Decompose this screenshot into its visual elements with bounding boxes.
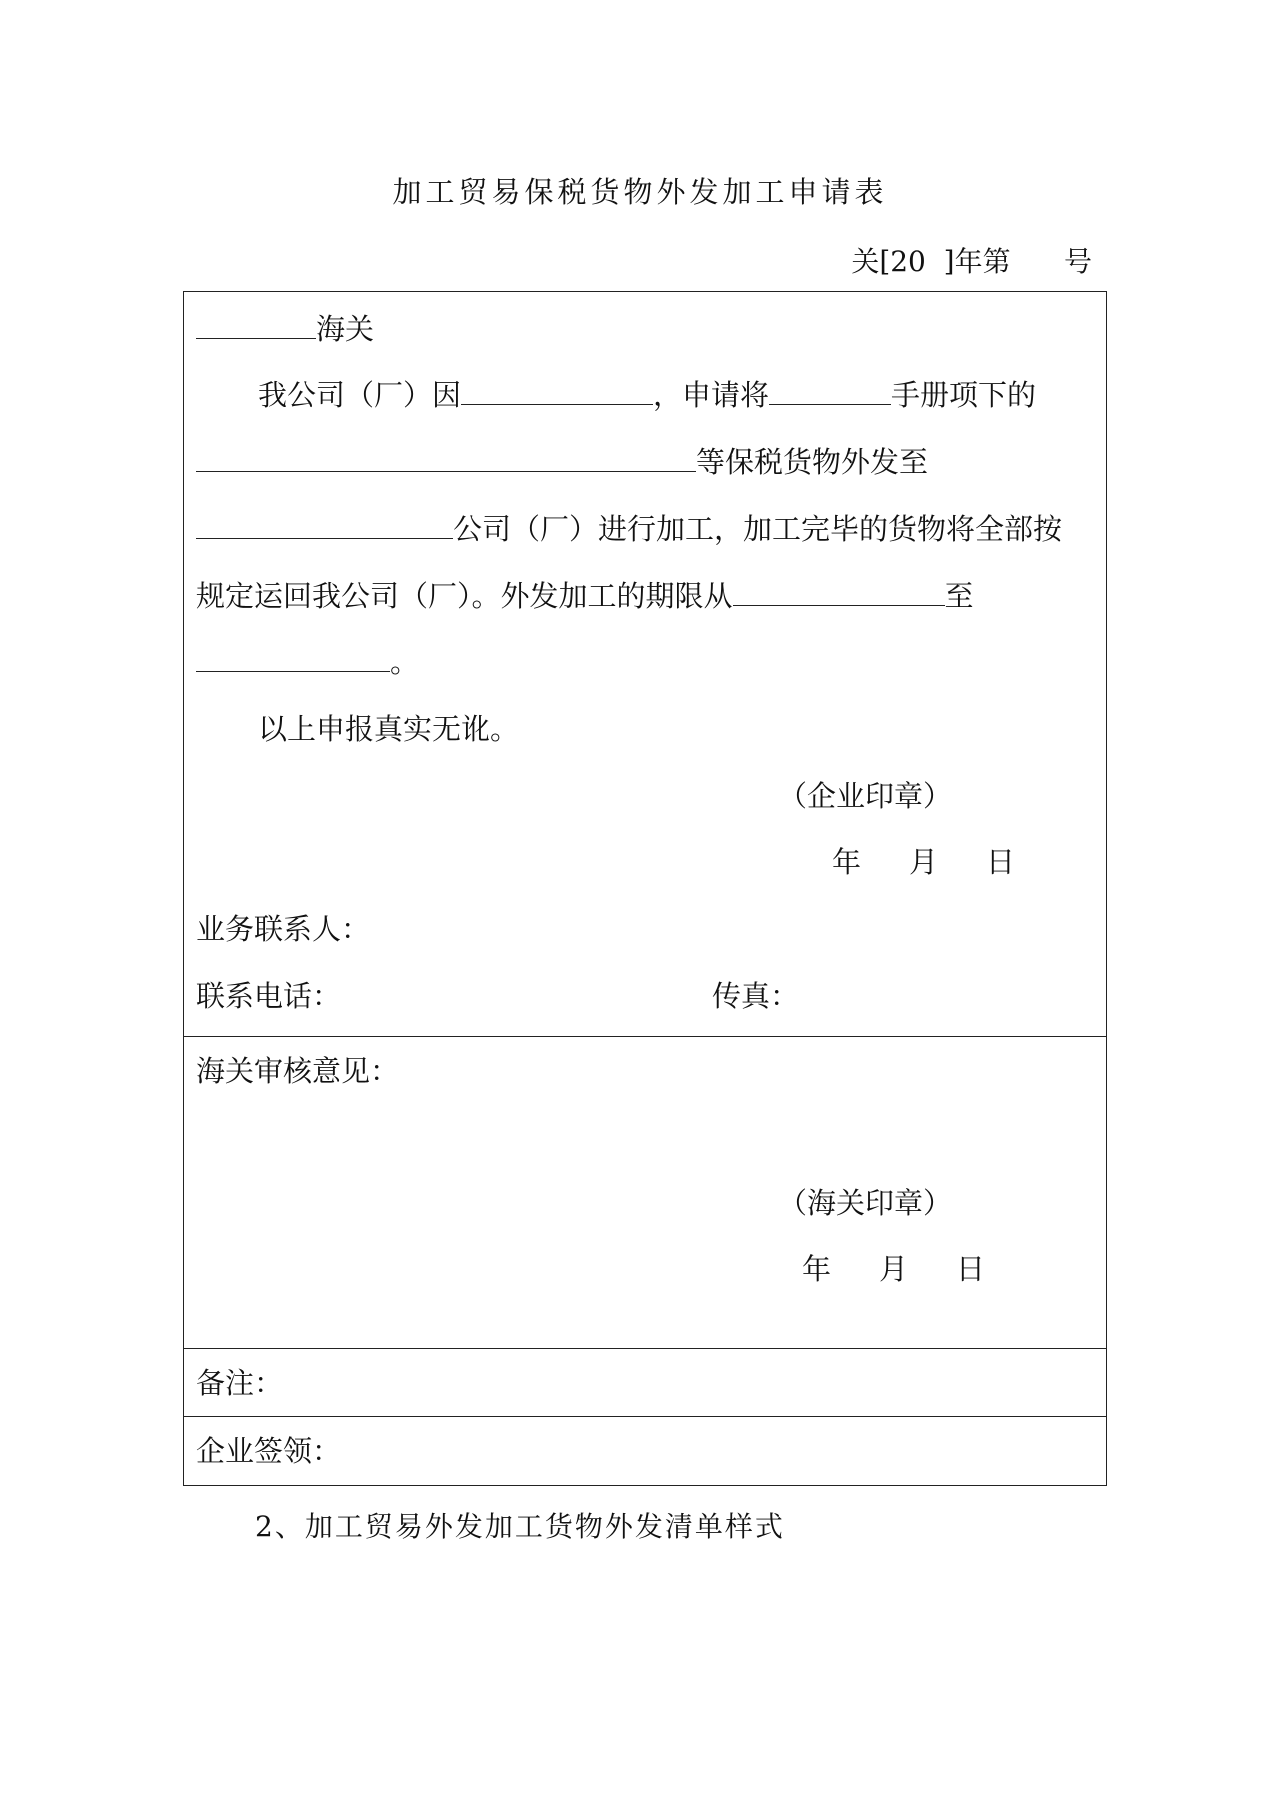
application-month: 月 bbox=[909, 845, 939, 879]
divider-review bbox=[184, 1036, 1106, 1037]
remarks-label: 备注： bbox=[196, 1366, 284, 1400]
application-line-5 bbox=[196, 645, 419, 679]
divider-signature bbox=[184, 1416, 1106, 1417]
period-label: 规定运回我公司（厂）。外发加工的期限从 bbox=[196, 579, 733, 613]
period-end-punct: 。 bbox=[390, 645, 420, 679]
contact-person: 业务联系人： bbox=[196, 912, 371, 946]
review-date bbox=[802, 1252, 985, 1286]
period-start-blank[interactable] bbox=[733, 579, 945, 606]
customs-suffix: 海关 bbox=[316, 312, 375, 346]
processor-label: 公司（厂）进行加工，加工完毕的货物将全部按 bbox=[453, 512, 1063, 546]
period-to-label: 至 bbox=[944, 579, 974, 613]
document-title: 加工贸易保税货物外发加工申请表 bbox=[392, 175, 888, 209]
application-year: 年 bbox=[832, 845, 862, 879]
apply-label: ，申请将 bbox=[653, 378, 770, 412]
review-month: 月 bbox=[879, 1252, 909, 1286]
reason-blank[interactable] bbox=[461, 378, 653, 405]
application-line-2 bbox=[196, 445, 928, 479]
customs-seal: （海关印章） bbox=[778, 1186, 953, 1220]
application-form bbox=[183, 291, 1107, 1486]
reason-label: 我公司（厂）因 bbox=[258, 378, 462, 412]
manual-number-blank[interactable] bbox=[769, 378, 891, 405]
document-number: 关[20 ]年第 号 bbox=[851, 245, 1092, 278]
review-year: 年 bbox=[802, 1252, 832, 1286]
declaration: 以上申报真实无讹。 bbox=[258, 712, 520, 746]
customs-name-blank[interactable] bbox=[196, 312, 316, 339]
contact-fax: 传真： bbox=[712, 979, 800, 1013]
application-line-3 bbox=[196, 512, 1062, 546]
review-day: 日 bbox=[956, 1252, 986, 1286]
manual-label: 手册项下的 bbox=[891, 378, 1037, 412]
footer-note: 2、加工贸易外发加工货物外发清单样式 bbox=[255, 1510, 785, 1543]
application-date bbox=[832, 845, 1015, 879]
application-day: 日 bbox=[986, 845, 1016, 879]
application-line-4 bbox=[196, 579, 974, 613]
application-line-1 bbox=[258, 378, 1036, 412]
processor-company-blank[interactable] bbox=[196, 512, 453, 539]
customs-addressee-line bbox=[196, 312, 374, 346]
divider-remarks bbox=[184, 1348, 1106, 1349]
goods-blank[interactable] bbox=[196, 445, 696, 472]
goods-label: 等保税货物外发至 bbox=[696, 445, 929, 479]
contact-phone: 联系电话： bbox=[196, 979, 342, 1013]
customs-review-label: 海关审核意见： bbox=[196, 1054, 400, 1088]
signature-label: 企业签领： bbox=[196, 1434, 342, 1468]
period-end-blank[interactable] bbox=[196, 645, 390, 672]
enterprise-seal: （企业印章） bbox=[778, 779, 953, 813]
